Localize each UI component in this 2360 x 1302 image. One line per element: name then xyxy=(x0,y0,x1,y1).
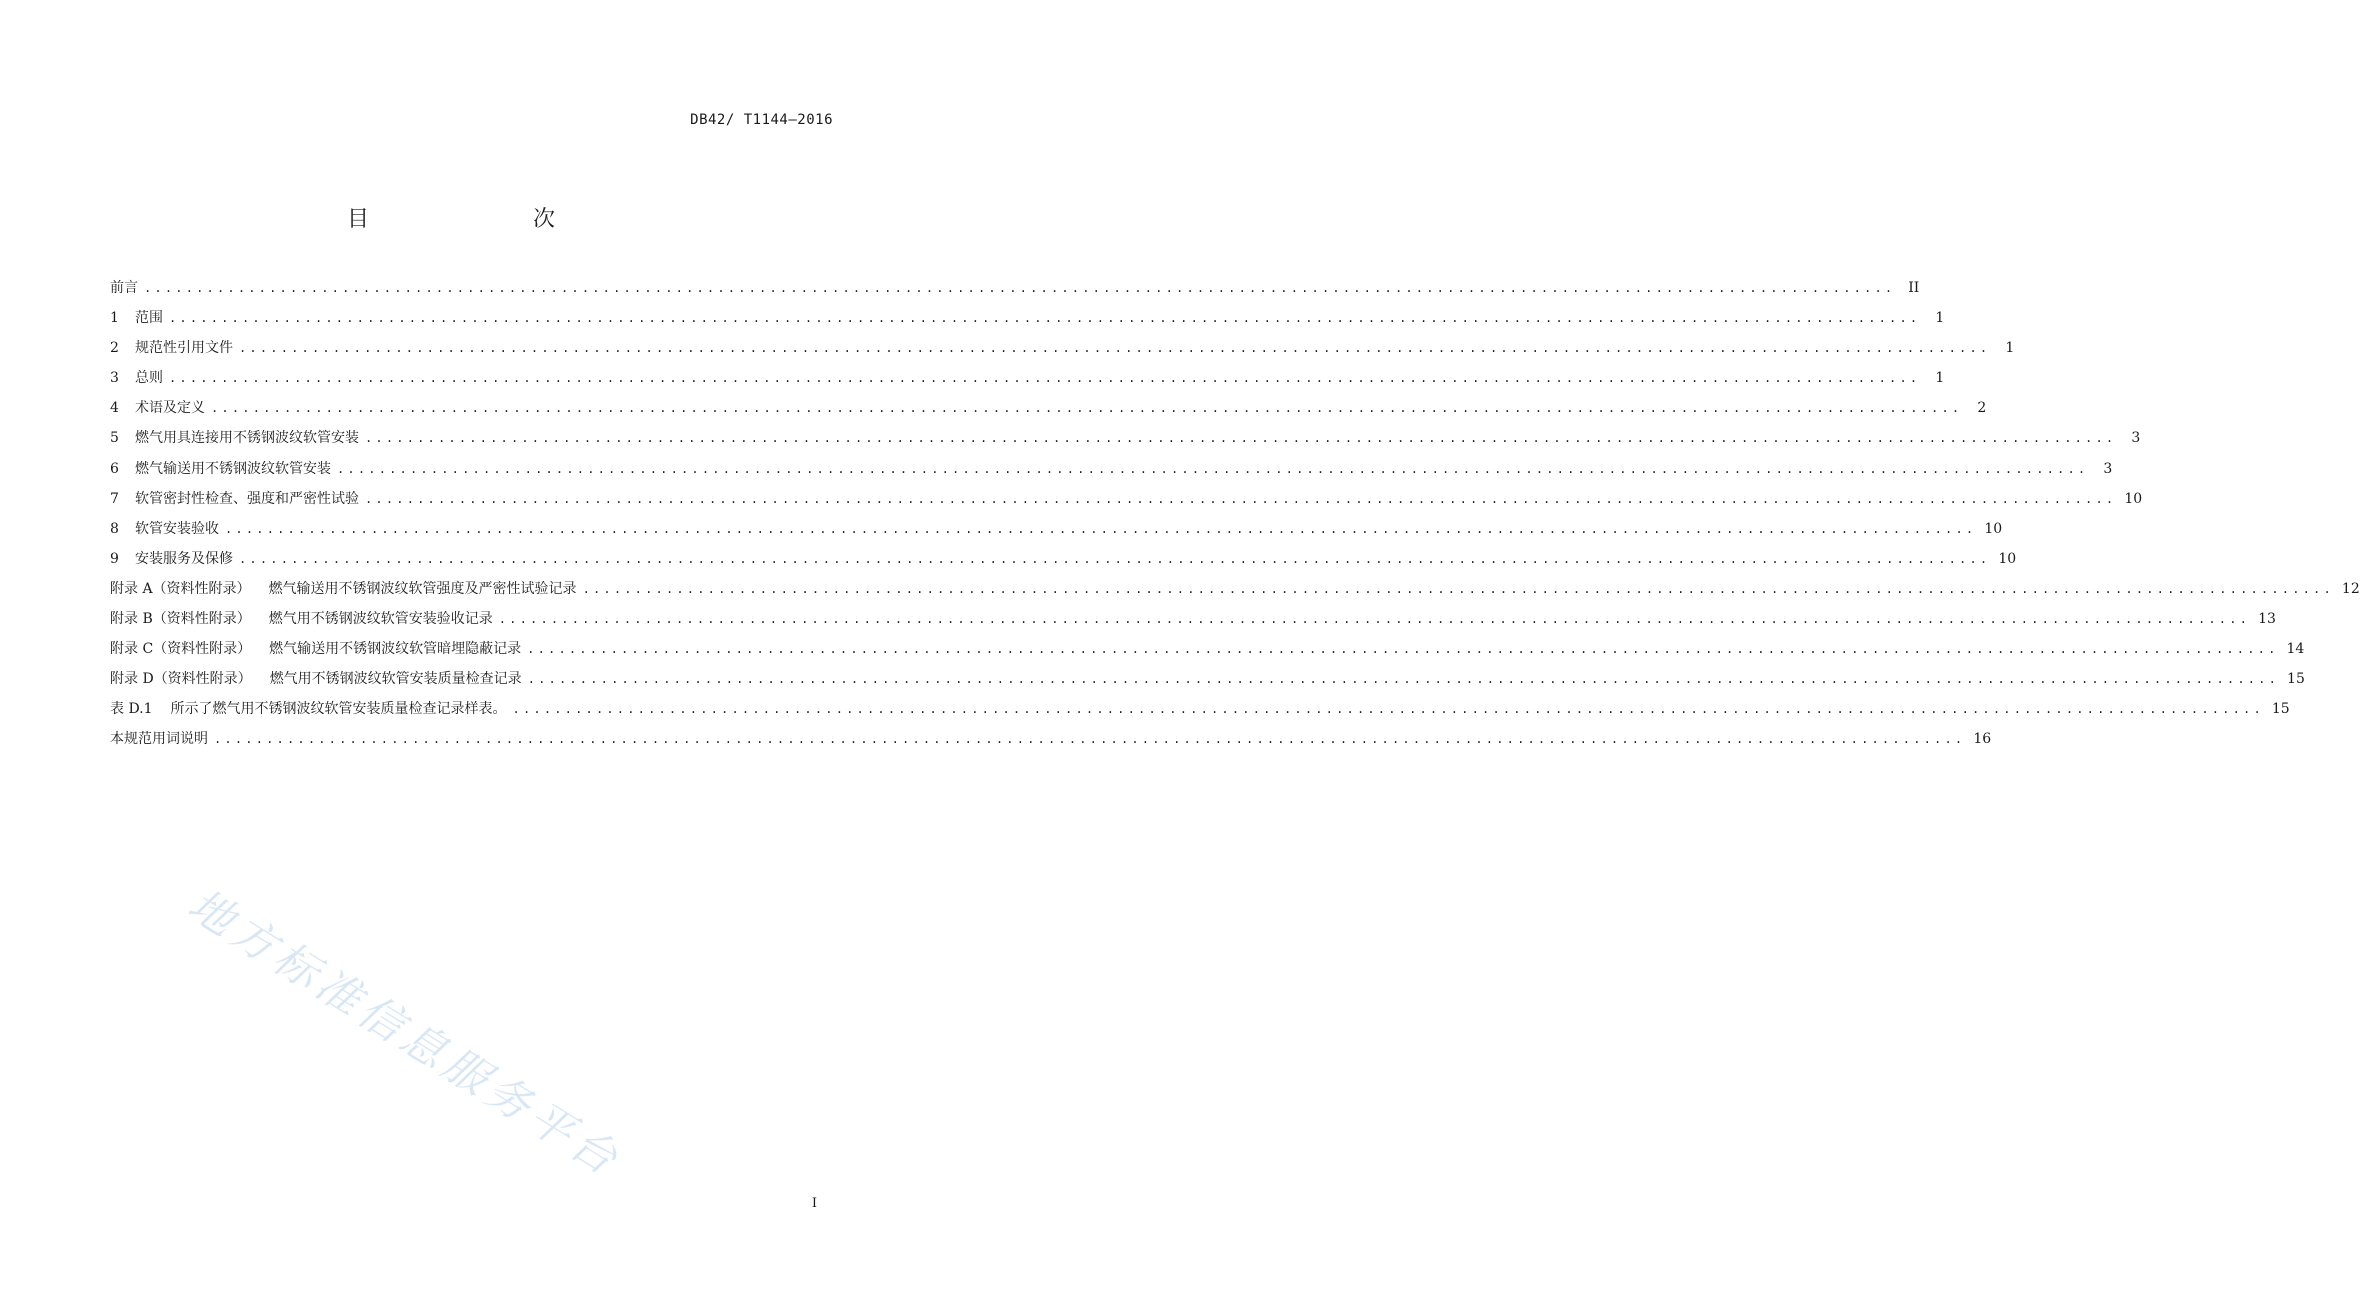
toc-entry-label: 安装服务及保修 xyxy=(135,550,233,567)
toc-entry-terminology[interactable] xyxy=(110,729,1992,759)
toc-page-number: II xyxy=(1908,280,1920,296)
toc-entry-label: 燃气输送用不锈钢波纹软管安装 xyxy=(135,460,331,477)
toc-entry-label: 附录 A（资料性附录） xyxy=(110,580,251,597)
toc-leader-dots: ........................................................................................................................................................................ xyxy=(365,431,2117,446)
table-of-contents xyxy=(110,278,2360,760)
toc-page-number: 1 xyxy=(1935,310,1945,327)
toc-entry-label: 燃气用具连接用不锈钢波纹软管安装 xyxy=(135,430,359,447)
toc-leader-dots: ........................................................................................................................................................................ xyxy=(582,581,2334,596)
toc-entry-5[interactable] xyxy=(110,428,2141,458)
toc-entry-appendix-b[interactable] xyxy=(110,609,2276,639)
toc-page-number: 10 xyxy=(1998,550,2017,567)
toc-entry-6[interactable] xyxy=(110,459,2113,489)
toc-entry-label: 规范性引用文件 xyxy=(135,340,233,357)
toc-entry-9[interactable] xyxy=(110,549,2017,579)
toc-entry-number: 5 xyxy=(110,430,119,447)
toc-entry-title: 燃气用不锈钢波纹软管安装验收记录 xyxy=(268,611,493,628)
toc-entry-label: 范围 xyxy=(135,310,163,327)
toc-entry-number: 6 xyxy=(110,460,119,477)
toc-entry-title: 燃气输送用不锈钢波纹软管暗埋隐蔽记录 xyxy=(269,641,522,658)
toc-leader-dots: ........................................................................................................................................................................ xyxy=(144,281,1896,295)
toc-entry-number: 1 xyxy=(110,310,119,327)
toc-entry-label: 附录 B（资料性附录） xyxy=(110,611,251,628)
toc-page-number: 12 xyxy=(2341,580,2360,597)
toc-entry-appendix-d[interactable] xyxy=(110,669,2305,699)
toc-entry-number: 9 xyxy=(110,550,119,567)
document-code: DB42/ T1144—2016 xyxy=(690,112,833,128)
toc-leader-dots: ........................................................................................................................................................................ xyxy=(169,371,1921,386)
toc-entry-number: 3 xyxy=(110,370,119,387)
toc-entry-4[interactable] xyxy=(110,398,1987,428)
toc-entry-foreword[interactable] xyxy=(110,278,1920,308)
toc-page-number: 13 xyxy=(2258,611,2276,628)
toc-leader-dots: ........................................................................................................................................................................ xyxy=(365,491,2117,506)
toc-page-number: 14 xyxy=(2286,641,2305,658)
toc-entry-7[interactable] xyxy=(110,489,2143,519)
toc-entry-label: 软管安装验收 xyxy=(135,520,219,537)
toc-page-number: 16 xyxy=(1973,731,1992,748)
toc-page-number: 1 xyxy=(2005,340,2015,357)
page-number: I xyxy=(811,1196,817,1211)
toc-entry-label: 总则 xyxy=(135,370,163,387)
toc-leader-dots: ........................................................................................................................................................................ xyxy=(225,521,1977,536)
toc-entry-label: 附录 C（资料性附录） xyxy=(110,641,252,658)
toc-entry-1[interactable] xyxy=(110,308,1945,338)
toc-entry-appendix-c[interactable] xyxy=(110,639,2305,669)
toc-leader-dots: ........................................................................................................................................................................ xyxy=(512,702,2264,717)
toc-heading: 目 次 xyxy=(346,207,595,232)
toc-entry-table-d1[interactable] xyxy=(110,699,2290,729)
toc-leader-dots: ........................................................................................................................................................................ xyxy=(239,341,1991,356)
watermark-text: 地方标准信息服务平台 xyxy=(179,879,631,1188)
toc-entry-appendix-a[interactable] xyxy=(110,579,2360,609)
toc-entry-8[interactable] xyxy=(110,519,2003,549)
toc-leader-dots: ........................................................................................................................................................................ xyxy=(498,612,2251,627)
toc-leader-dots: ........................................................................................................................................................................ xyxy=(239,551,1991,566)
toc-page-number: 10 xyxy=(1984,520,2003,537)
toc-entry-number: 4 xyxy=(110,400,119,417)
toc-page-number: 1 xyxy=(1935,370,1945,387)
toc-leader-dots: ........................................................................................................................................................................ xyxy=(527,672,2280,687)
toc-page-number: 10 xyxy=(2124,490,2143,507)
toc-entry-2[interactable] xyxy=(110,338,2015,368)
toc-entry-3[interactable] xyxy=(110,368,1945,398)
toc-entry-title: 燃气用不锈钢波纹软管安装质量检查记录 xyxy=(269,671,522,688)
toc-entry-title: 燃气输送用不锈钢波纹软管强度及严密性试验记录 xyxy=(268,580,577,597)
toc-leader-dots: ........................................................................................................................................................................ xyxy=(527,642,2279,657)
toc-page-number: 15 xyxy=(2271,701,2290,718)
toc-leader-dots: ........................................................................................................................................................................ xyxy=(214,732,1966,747)
toc-leader-dots: ........................................................................................................................................................................ xyxy=(337,461,2089,476)
toc-entry-label: 软管密封性检查、强度和严密性试验 xyxy=(135,490,359,507)
toc-entry-label: 前言 xyxy=(110,280,138,296)
toc-entry-number: 2 xyxy=(110,340,119,357)
toc-page-number: 2 xyxy=(1977,400,1987,417)
toc-entry-label: 本规范用词说明 xyxy=(110,731,208,748)
toc-page-number: 3 xyxy=(2103,460,2113,477)
toc-entry-label: 表 D.1 xyxy=(110,701,153,718)
toc-entry-label: 附录 D（资料性附录） xyxy=(110,671,252,688)
toc-entry-number: 7 xyxy=(110,490,119,507)
toc-entry-title: 所示了燃气用不锈钢波纹软管安装质量检查记录样表。 xyxy=(170,701,507,718)
toc-leader-dots: ........................................................................................................................................................................ xyxy=(169,311,1921,326)
toc-leader-dots: ........................................................................................................................................................................ xyxy=(211,401,1963,416)
toc-page-number: 3 xyxy=(2131,430,2141,447)
toc-entry-number: 8 xyxy=(110,520,119,537)
toc-page-number: 15 xyxy=(2287,671,2305,688)
toc-entry-label: 术语及定义 xyxy=(135,400,205,417)
